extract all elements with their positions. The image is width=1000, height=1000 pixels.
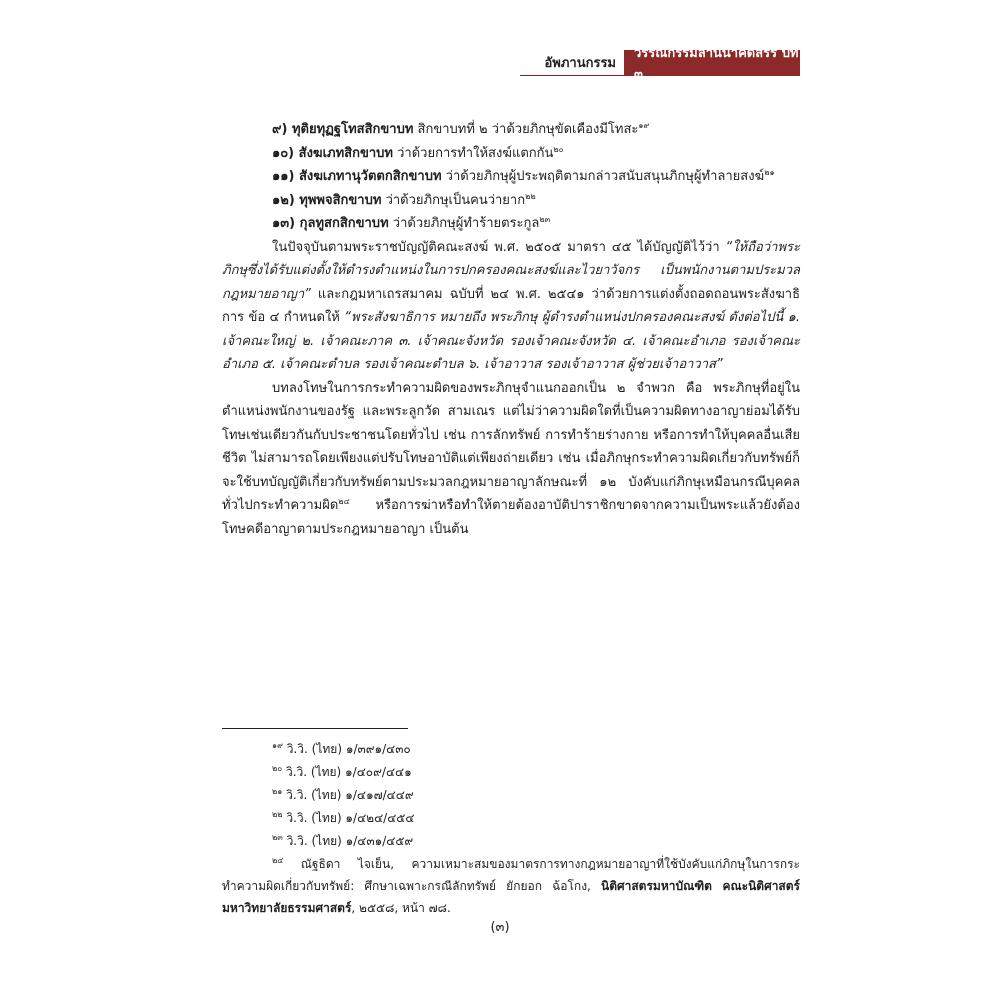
footnote-number: ๒๓ — [272, 833, 283, 842]
footnote-publication: นิติศาสตรมหาบัณฑิต คณะนิติศาสตร์ มหาวิทยาลัยธรรมศาสตร์ — [222, 879, 800, 915]
paragraph-penalty — [222, 377, 800, 542]
footnote-ref[interactable]: ๒๒ — [525, 191, 536, 201]
list-item — [222, 189, 800, 213]
footnote-text: วิ.วิ. (ไทย) ๑/๔๐๙/๔๔๑ — [282, 765, 412, 779]
footnote-ref[interactable]: ๒๐ — [553, 144, 564, 154]
footnote-text: ณัฐธิดา ไจเย็น, ความเหมาะสมของมาตรการทางกฎหมายอาญาที่ใช้บังคับแก่ภิกษุในการกระทำความผิดเกี่ยวกับทรัพย์: ศึกษาเฉพาะกรณีลักทรัพย์ ยักยอก ฉ้อโกง, — [222, 857, 800, 893]
footnote-number: ๒๑ — [272, 787, 283, 796]
footnote-divider — [222, 728, 408, 729]
list-item — [222, 118, 800, 142]
body-text — [222, 118, 800, 541]
footnote-number: ๑๙ — [272, 741, 283, 750]
list-term: ๙) ทุติยทุฏฐโทสสิกขาบท — [272, 122, 414, 137]
para2-b: หรือการฆ่าหรือทำให้ตายต้องอาบัติปาราชิกขาดจากความเป็นพระแล้วยังต้องโทษคดีอาญาตามประกฎหมายอาญา เป็นต้น — [222, 498, 800, 537]
list-item — [222, 165, 800, 189]
list-desc: ว่าด้วยภิกษุเป็นคนว่ายาก — [381, 192, 526, 208]
list-term: ๑๒) ทุพพจสิกขาบท — [272, 192, 382, 208]
header-left-title: อัพภานกรรม — [520, 50, 624, 76]
page-number: (๓) — [490, 920, 510, 935]
para2-a: บทลงโทษในการกระทำความผิดของพระภิกษุจำแนกออกเป็น ๒ จำพวก คือ พระภิกษุที่อยู่ในตำแหน่งพนักงานของรัฐ และพระลูกวัด สามเณร แต่ไม่ว่าความผิดใดที่เป็นความผิดทางอาญาย่อมได้รับโทษเช่นเดียวกันกับประชาชนโดยทั่วไป เช่น การลักทรัพย์ การทำร้ายร่างกาย หรือการทำให้บุคคลอื่นเสียชีวิต ไม่สามารถโดยเพียงแต่ปรับโทษอาบัติแต่เพียงถ่ายเดียว เช่น เมื่อภิกษุกระทำความผิดเกี่ยวกับทรัพย์ก็จะใช้บทบัญญัติเกี่ยวกับทรัพย์ตามประมวลกฎหมายอาญาลักษณะที่ ๑๒ บังคับแก่ภิกษุเหมือนกรณีบุคคลทั่วไปกระทำความผิด — [222, 380, 800, 513]
footnote-item — [222, 807, 800, 830]
footnotes — [222, 738, 800, 919]
para1-c: และกฎมหาเถรสมาคม ฉบับที่ ๒๔ พ.ศ. ๒๕๔๑ ว่าด้วยการแต่งตั้งถอดถอนพระสังฆาธิการ ข้อ ๔ กำหนดให้ — [222, 286, 800, 325]
para1-a: ในปัจจุบันตามพระราชบัญญัติคณะสงฆ์ พ.ศ. ๒๕๐๕ มาตรา ๔๕ ได้บัญญัติไว้ว่า — [272, 239, 726, 255]
list-desc: สิกขาบทที่ ๒ ว่าด้วยภิกษุขัดเคืองมีโทสะ — [413, 122, 639, 137]
list-desc: ว่าด้วยภิกษุผู้ประพฤติตามกล่าวสนับสนุนภิกษุผู้ทำลายสงฆ์ — [441, 169, 765, 184]
footnote-item-long — [222, 853, 800, 919]
footnote-item — [222, 784, 800, 807]
para1-quote-1: “ให้ถือว่าพระภิกษุซึ่งได้รับแต่งตั้งให้ดำรงตำแหน่งในการปกครองคณะสงฆ์และไวยาวัจกร เป็นพนักงานตามประมวลกฎหมายอาญา” — [222, 239, 800, 302]
list-desc: ว่าด้วยภิกษุผู้ทำร้ายตระกูล — [388, 216, 540, 231]
paragraph-law — [222, 236, 800, 377]
footnote-item — [222, 761, 800, 784]
footnote-text: วิ.วิ. (ไทย) ๑/๓๙๑/๔๓๐ — [282, 742, 411, 756]
footnote-number: ๒๔ — [272, 856, 284, 865]
footnote-number: ๒๐ — [272, 764, 283, 773]
footnote-item — [222, 830, 800, 853]
footnote-text: วิ.วิ. (ไทย) ๑/๔๑๗/๔๔๙ — [282, 788, 414, 802]
footnote-ref[interactable]: ๒๓ — [539, 215, 551, 224]
footnote-item — [222, 738, 800, 761]
footnote-text: วิ.วิ. (ไทย) ๑/๔๓๑/๔๕๙ — [282, 834, 414, 848]
footnote-ref[interactable]: ๑๙ — [638, 121, 650, 130]
footnote-text-end: , ๒๕๕๘, หน้า ๗๘. — [351, 901, 451, 915]
running-header — [520, 46, 800, 82]
list-item — [222, 142, 800, 166]
footnote-text: วิ.วิ. (ไทย) ๑/๔๒๔/๔๕๔ — [282, 811, 415, 825]
list-term: ๑๐) สังฆเภทสิกขาบท — [272, 145, 393, 161]
para1-quote-2: “พระสังฆาธิการ หมายถึง พระภิกษุ ผู้ดำรงตำแหน่งปกครองคณะสงฆ์ ดังต่อไปนี้ ๑. เจ้าคณะใหญ่ ๒. เจ้าคณะภาค ๓. เจ้าคณะจังหวัด รองเจ้าคณะจังหวัด ๔. เจ้าคณะอำเภอ รองเจ้าคณะอำเภอ ๕. เจ้าคณะตำบล รองเจ้าคณะตำบล ๖. เจ้าอาวาส รองเจ้าอาวาส ผู้ช่วยเจ้าอาวาส” — [222, 310, 800, 372]
footnote-ref[interactable]: ๒๔ — [338, 497, 350, 506]
header-right-title: วรรณกรรมล้านนาคัดสรร ปีที่ ๓ — [624, 50, 800, 76]
list-item — [222, 212, 800, 236]
list-term: ๑๓) กุลทูสกสิกขาบท — [272, 216, 389, 231]
footnote-ref[interactable]: ๒๑ — [764, 168, 775, 177]
list-term: ๑๑) สังฆเภทานุวัตตกสิกขาบท — [272, 169, 442, 184]
footnote-number: ๒๒ — [272, 810, 283, 819]
list-desc: ว่าด้วยการทำให้สงฆ์แตกกัน — [392, 145, 554, 161]
